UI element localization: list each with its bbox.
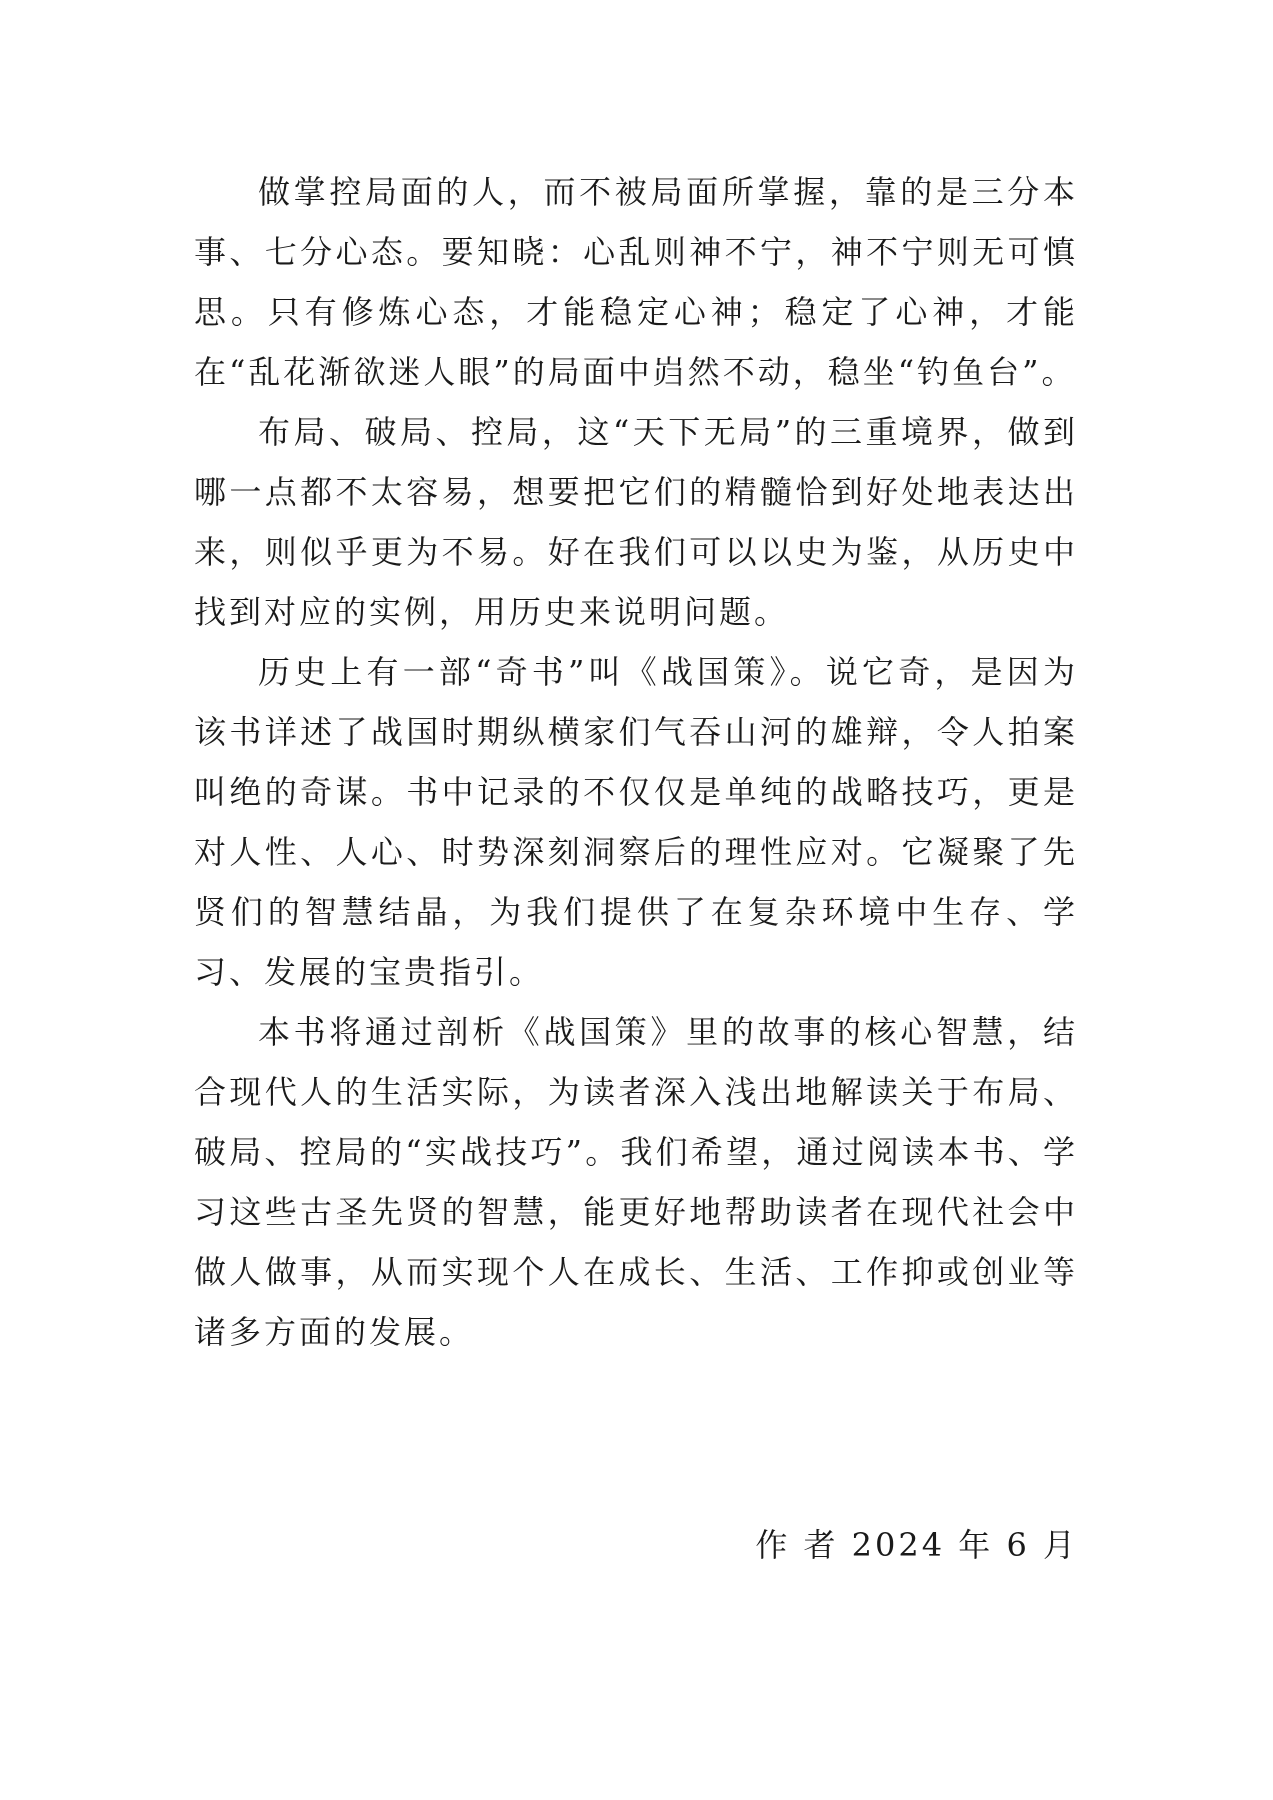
body-text (194, 162, 1078, 1362)
paragraph-4: 本书将通过剖析《战国策》里的故事的核心智慧，结合现代人的生活实际，为读者深入浅出地解读关于布局、破局、控局的“实战技巧”。我们希望，通过阅读本书、学习这些古圣先贤的智慧，能更好地帮助读者在现代社会中做人做事，从而实现个人在成长、生活、工作抑或创业等诸多方面的发展。 (194, 1013, 1078, 1351)
paragraph-3: 历史上有一部“奇书”叫《战国策》。说它奇，是因为该书详述了战国时期纵横家们气吞山河的雄辩，令人拍案叫绝的奇谋。书中记录的不仅仅是单纯的战略技巧，更是对人性、人心、时势深刻洞察后的理性应对。它凝聚了先贤们的智慧结晶，为我们提供了在复杂环境中生存、学习、发展的宝贵指引。 (194, 653, 1078, 991)
paragraph-2: 布局、破局、控局，这“天下无局”的三重境界，做到哪一点都不太容易，想要把它们的精髓恰到好处地表达出来，则似乎更为不易。好在我们可以以史为鉴，从历史中找到对应的实例，用历史来说明问题。 (194, 413, 1078, 631)
author-signature-date: 作 者 2024 年 6 月 (755, 1526, 1078, 1564)
paragraph-1: 做掌控局面的人，而不被局面所掌握，靠的是三分本事、七分心态。要知晓：心乱则神不宁，神不宁则无可慎思。只有修炼心态，才能稳定心神；稳定了心神，才能在“乱花渐欲迷人眼”的局面中岿然不动，稳坐“钓鱼台”。 (194, 173, 1078, 391)
